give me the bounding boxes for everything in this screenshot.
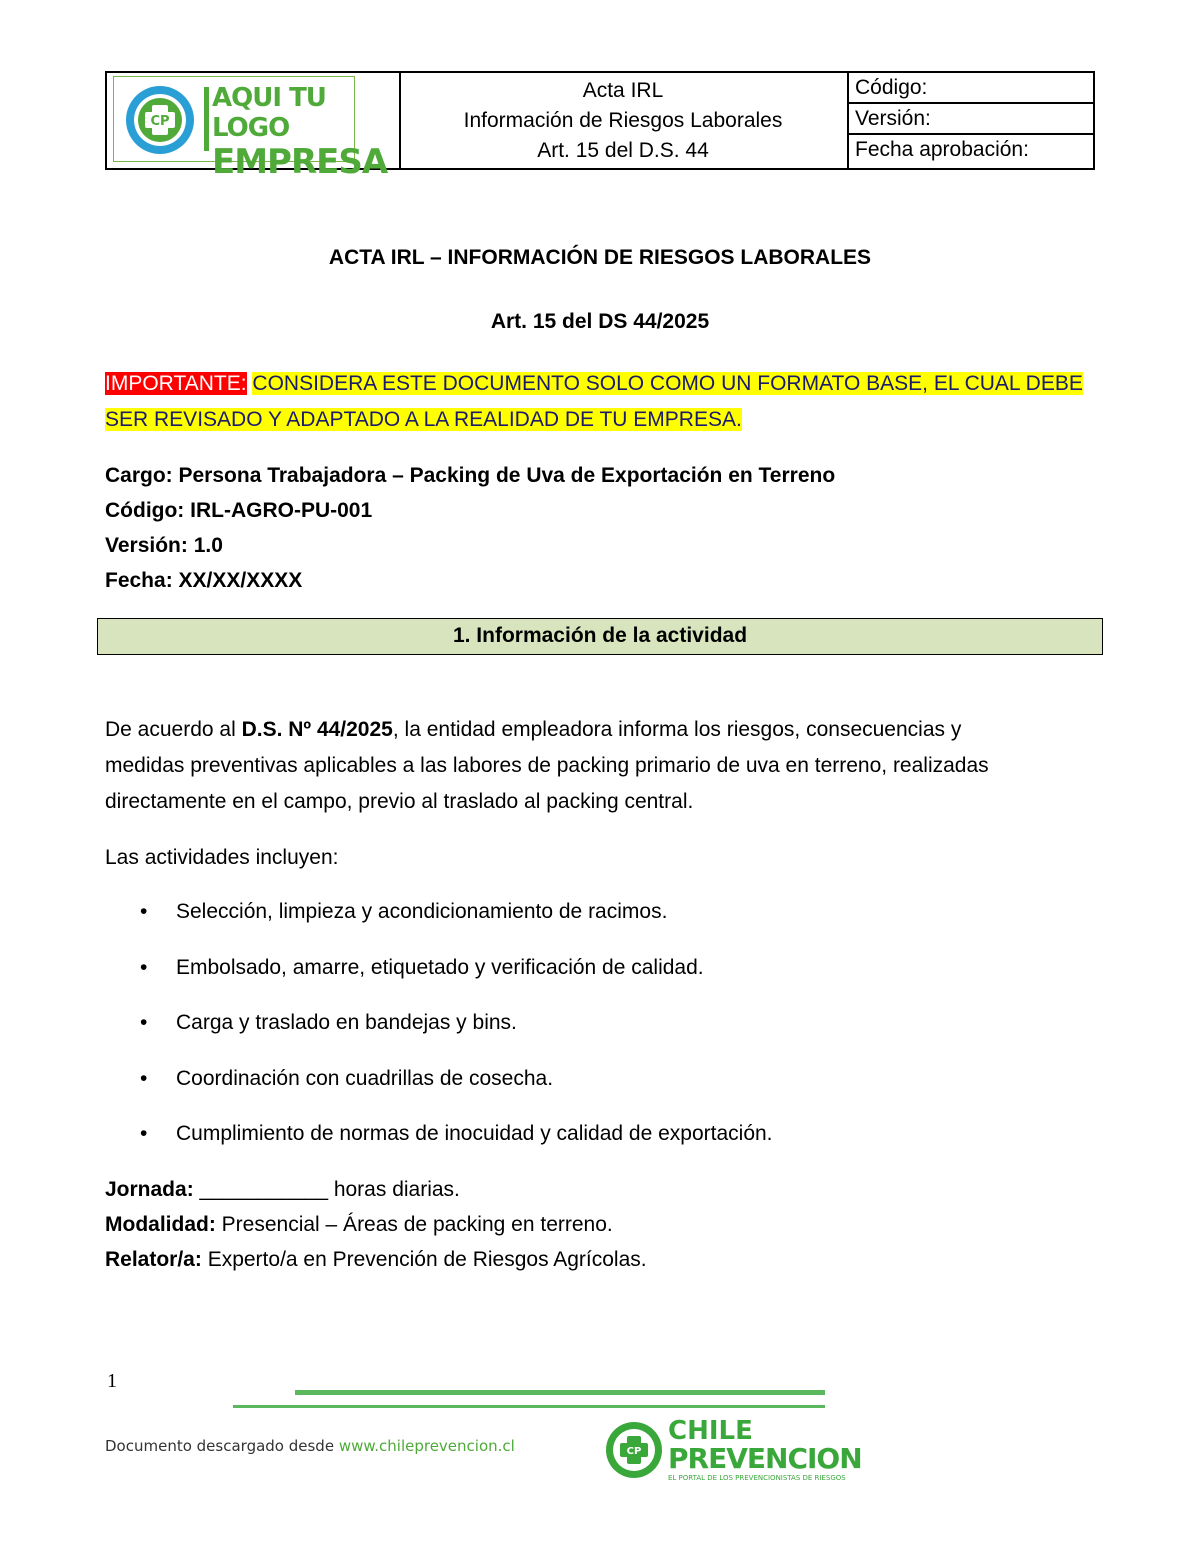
header-title-cell	[399, 73, 849, 168]
notice-line2: SER REVISADO Y ADAPTADO A LA REALIDAD DE TU EMPRESA.	[105, 408, 742, 431]
document-subtitle: Art. 15 del DS 44/2025	[490, 310, 710, 333]
footer-url-link[interactable]: www.chileprevencion.cl	[338, 1437, 515, 1455]
codigo-line: Código: IRL-AGRO-PU-001	[105, 499, 373, 522]
company-logo-cell	[107, 73, 401, 182]
list-item: • Embolsado, amarre, etiquetado y verificación de calidad.	[140, 950, 773, 1006]
document-title: ACTA IRL – INFORMACIÓN DE RIESGOS LABORALES	[328, 246, 872, 269]
list-item: • Carga y traslado en bandejas y bins.	[140, 1005, 773, 1061]
fecha-line: Fecha: XX/XX/XXXX	[105, 569, 303, 592]
document-metadata	[105, 458, 835, 598]
meta-version: Versión:	[849, 104, 1093, 135]
meta-fecha-aprobacion: Fecha aprobación:	[855, 138, 1029, 161]
header-meta-cell	[849, 73, 1093, 168]
list-item: • Cumplimiento de normas de inocuidad y calidad de exportación.	[140, 1116, 773, 1172]
logo-text	[212, 83, 388, 182]
header-table	[105, 71, 1095, 182]
footer-brand-line1: CHILE	[668, 1416, 753, 1446]
footer-brand-line2: PREVENCION	[668, 1442, 862, 1475]
company-logo-placeholder	[113, 76, 388, 182]
modalidad-label: Modalidad:	[105, 1213, 216, 1236]
relator-value: Experto/a en Prevención de Riesgos Agrícolas.	[201, 1248, 647, 1271]
activities-list	[140, 894, 773, 1172]
modalidad-value: Presencial – Áreas de packing en terreno.	[215, 1213, 613, 1236]
modalidad-line	[105, 1207, 647, 1242]
relator-line	[105, 1242, 647, 1277]
notice-line1: CONSIDERA ESTE DOCUMENTO SOLO COMO UN FORMATO BASE, EL CUAL DEBE	[252, 372, 1083, 395]
intro-line3: directamente en el campo, previo al traslado al packing central.	[105, 790, 694, 813]
relator-label: Relator/a:	[105, 1248, 202, 1271]
header-title-line1: Acta IRL	[582, 78, 664, 102]
footer-download-text: Documento descargado desde	[105, 1437, 339, 1455]
intro-pre: De acuerdo al	[105, 718, 242, 741]
jornada-line	[105, 1172, 647, 1207]
footer-download-note	[105, 1437, 515, 1455]
section-heading: 1. Información de la actividad	[97, 618, 1103, 655]
header-title-line3: Art. 15 del D.S. 44	[537, 138, 709, 162]
chileprevencion-emblem-icon	[604, 1420, 664, 1480]
work-info	[105, 1172, 647, 1277]
intro-post: , la entidad empleadora informa los riesgos, consecuencias y	[392, 718, 962, 741]
activities-label: Las actividades incluyen:	[105, 846, 339, 869]
intro-paragraph	[105, 712, 1105, 820]
jornada-label: Jornada:	[105, 1178, 194, 1201]
list-item: • Selección, limpieza y acondicionamiento de racimos.	[140, 894, 773, 950]
cargo-line: Cargo: Persona Trabajadora – Packing de Uva de Exportación en Terreno	[105, 464, 836, 487]
meta-codigo: Código:	[849, 73, 1093, 104]
intro-bold: D.S. Nº 44/2025	[241, 718, 393, 741]
page-number: 1	[107, 1370, 117, 1392]
svg-text:CP: CP	[626, 1446, 642, 1457]
jornada-value: ___________ horas diarias.	[193, 1178, 460, 1201]
version-line: Versión: 1.0	[105, 534, 223, 557]
logo-divider	[204, 87, 209, 151]
list-item: • Coordinación con cuadrillas de cosecha.	[140, 1061, 773, 1117]
footer-rule-bottom	[233, 1405, 825, 1408]
footer-brand-name	[668, 1416, 862, 1475]
footer-brand-tagline: EL PORTAL DE LOS PREVENCIONISTAS DE RIESGOS	[668, 1474, 846, 1482]
footer-brand-logo	[604, 1416, 862, 1482]
notice-label: IMPORTANTE:	[105, 372, 247, 395]
header-title-line2: Información de Riesgos Laborales	[463, 108, 783, 132]
intro-line2: medidas preventivas aplicables a las labores de packing primario de uva en terreno, realizadas	[105, 754, 989, 777]
logo-line1: AQUI TU LOGO	[212, 83, 326, 143]
logo-line2: EMPRESA	[212, 142, 388, 182]
footer-rule-top	[295, 1390, 825, 1395]
chileprevencion-emblem-icon	[122, 83, 198, 157]
important-notice	[105, 366, 1105, 438]
svg-text:CP: CP	[150, 114, 170, 129]
